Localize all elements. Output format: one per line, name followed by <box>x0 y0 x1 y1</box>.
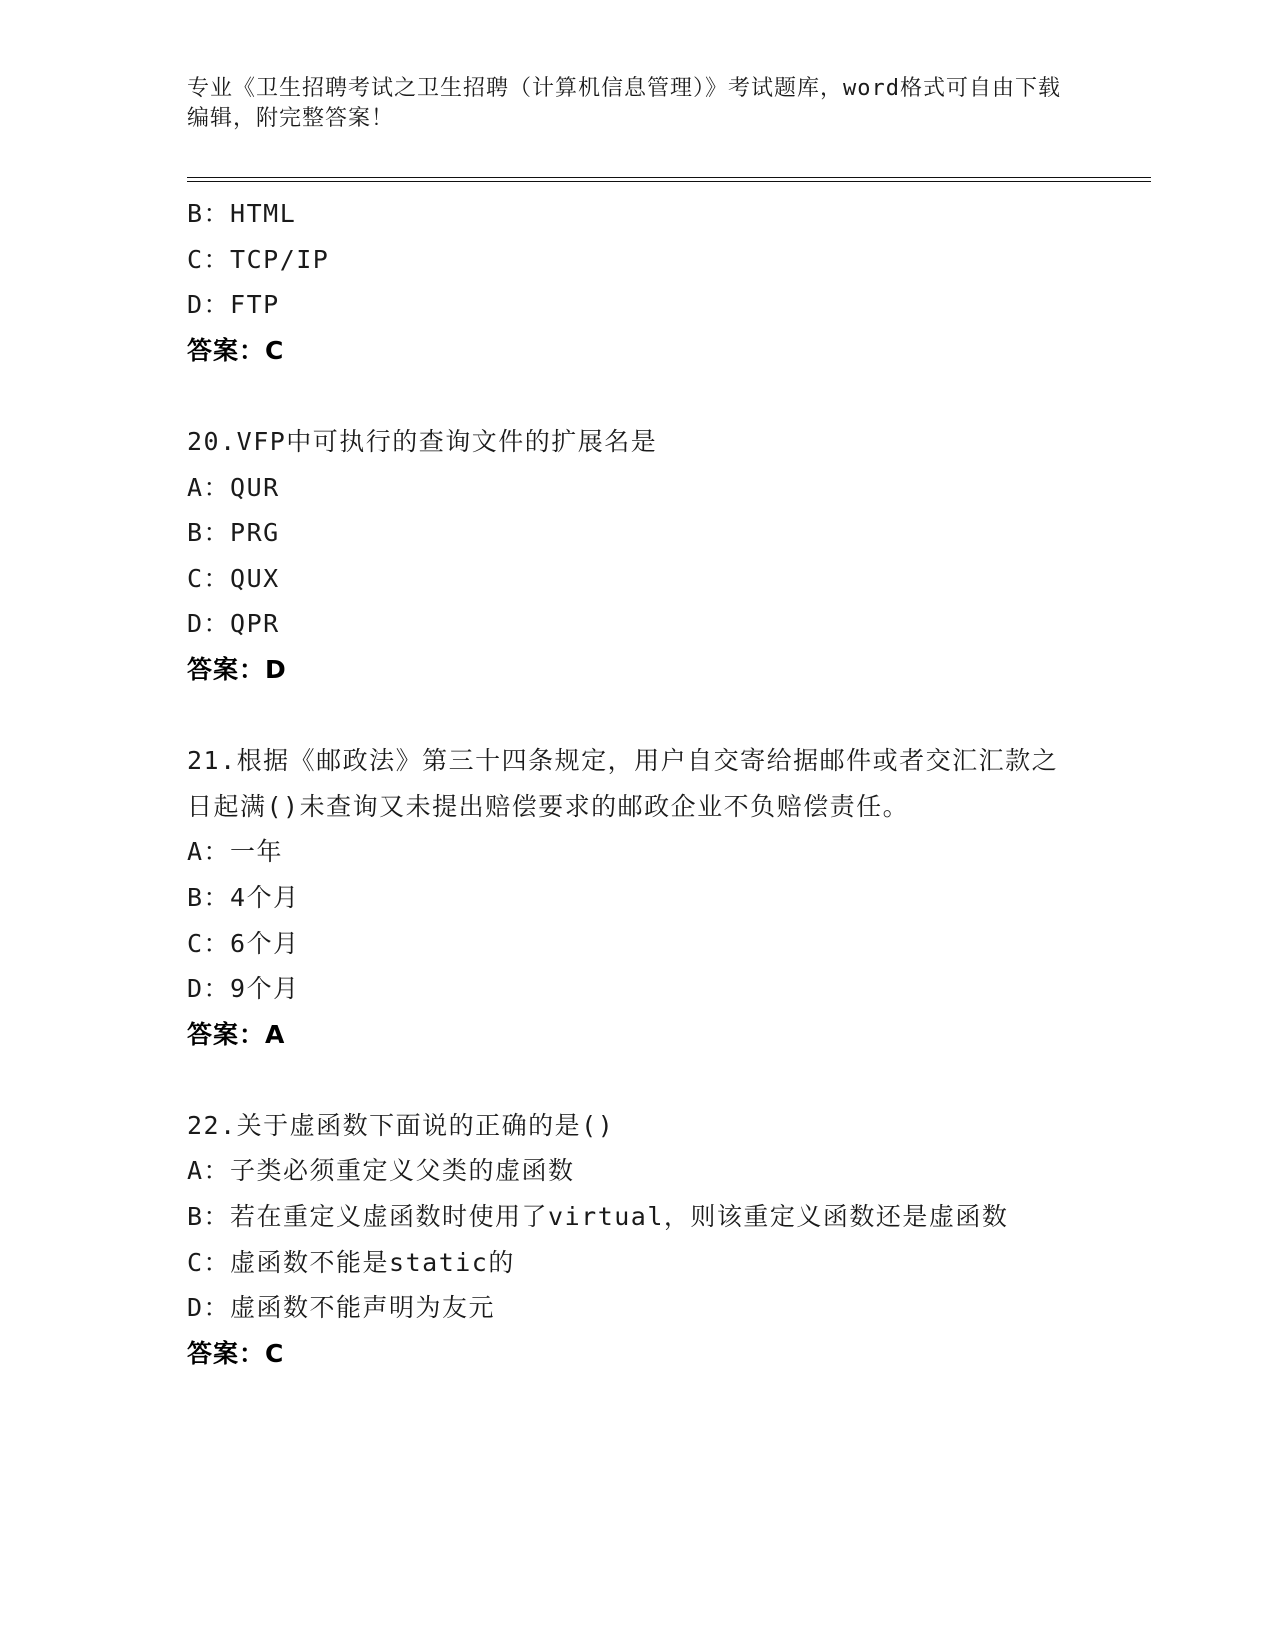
option-a: A：QUR <box>187 472 280 502</box>
question-list <box>187 191 1087 1376</box>
answer: 答案：D <box>187 654 287 684</box>
spacer <box>187 1057 1087 1103</box>
header-rule-bottom <box>187 181 1151 182</box>
option-d: D：QPR <box>187 609 280 639</box>
question-19-tail <box>187 191 1087 373</box>
question-21 <box>187 738 1087 1057</box>
answer: 答案：A <box>187 1019 286 1049</box>
document-header: 专业《卫生招聘考试之卫生招聘（计算机信息管理）》考试题库，word格式可自由下载编辑，附完整答案！ <box>187 76 1061 131</box>
question-20 <box>187 419 1087 693</box>
spacer <box>187 373 1087 419</box>
option-d: D：虚函数不能声明为友元 <box>187 1293 496 1323</box>
option-d: D：FTP <box>187 290 280 320</box>
question-22 <box>187 1103 1087 1377</box>
option-c: C：虚函数不能是static的 <box>187 1247 515 1277</box>
option-b: B：PRG <box>187 518 280 548</box>
option-a: A：子类必须重定义父类的虚函数 <box>187 1156 575 1186</box>
option-c: C：TCP/IP <box>187 244 330 274</box>
option-b: B：HTML <box>187 199 297 228</box>
header-rule-top <box>187 177 1151 178</box>
question-text: 22.关于虚函数下面说的正确的是() <box>187 1110 615 1140</box>
option-c: C：QUX <box>187 563 280 593</box>
option-c: C：6个月 <box>187 928 300 958</box>
spacer <box>187 693 1087 739</box>
question-text: 21.根据《邮政法》第三十四条规定，用户自交寄给据邮件或者交汇汇款之日起满()未查询又未提出赔偿要求的邮政企业不负赔偿责任。 <box>187 746 1059 821</box>
option-b: B：若在重定义虚函数时使用了virtual，则该重定义函数还是虚函数 <box>187 1202 1009 1232</box>
answer: 答案：C <box>187 335 285 365</box>
option-d: D：9个月 <box>187 974 300 1004</box>
answer: 答案：C <box>187 1338 285 1368</box>
option-b: B：4个月 <box>187 882 300 912</box>
question-text: 20.VFP中可执行的查询文件的扩展名是 <box>187 426 658 456</box>
option-a: A：一年 <box>187 837 284 867</box>
